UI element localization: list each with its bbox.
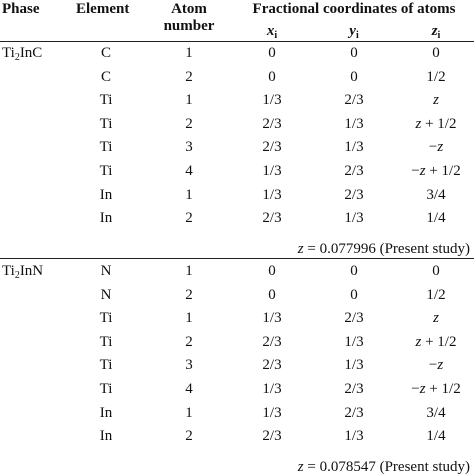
- header-phase: Phase: [2, 1, 40, 17]
- cell-y: 2/3: [344, 163, 364, 179]
- cell-z: z: [433, 310, 439, 327]
- cell-x: 2/3: [262, 115, 282, 132]
- cell-y: 2/3: [344, 381, 364, 397]
- cell-atom-number: 2: [185, 210, 193, 227]
- cell-atom-number: 4: [185, 163, 193, 179]
- cell-z: 3/4: [426, 404, 446, 421]
- cell-element: Ti: [99, 139, 113, 156]
- cell-element: N: [100, 263, 112, 279]
- cell-x: 1/3: [262, 404, 282, 421]
- cell-z: −z: [428, 139, 444, 156]
- cell-atom-number: 1: [185, 310, 193, 327]
- cell-x: 0: [268, 286, 276, 303]
- cell-atom-number: 2: [185, 428, 193, 445]
- header-y: $y_i$: [349, 23, 359, 41]
- cell-z: z + 1/2: [415, 115, 457, 132]
- cell-x: 1/3: [262, 92, 282, 109]
- cell-x: 1/3: [262, 186, 282, 203]
- cell-atom-number: 2: [185, 286, 193, 303]
- cell-x: 0: [268, 68, 276, 85]
- cell-element: Ti: [99, 163, 113, 179]
- header-rule: [0, 41, 474, 42]
- cell-x: 2/3: [262, 210, 282, 227]
- cell-x: 1/3: [262, 381, 282, 397]
- cell-x: 2/3: [262, 333, 282, 350]
- cell-atom-number: 1: [185, 404, 193, 421]
- cell-element: In: [99, 428, 113, 445]
- header-atom-number-line1: Atom: [171, 1, 207, 17]
- cell-x: 2/3: [262, 139, 282, 156]
- cell-z: 1/4: [426, 210, 446, 227]
- cell-x: 1/3: [262, 163, 282, 179]
- cell-atom-number: 2: [185, 115, 193, 132]
- cell-z: z: [433, 92, 439, 109]
- cell-atom-number: 2: [185, 333, 193, 350]
- cell-y: 1/3: [344, 333, 364, 350]
- cell-z: −z: [428, 357, 444, 374]
- cell-element: In: [99, 404, 113, 421]
- cell-y: 0: [350, 68, 358, 85]
- phase-label: $Ti_2InC$: [2, 45, 43, 63]
- cell-element: In: [99, 186, 113, 203]
- parameter-note: z = 0.078547 (Present study): [297, 459, 470, 475]
- cell-atom-number: 1: [185, 186, 193, 203]
- cell-x: 2/3: [262, 357, 282, 374]
- cell-y: 2/3: [344, 404, 364, 421]
- section-rule: [0, 258, 474, 259]
- header-z: $z_i$: [431, 23, 441, 41]
- cell-element: Ti: [99, 381, 113, 397]
- cell-atom-number: 4: [185, 381, 193, 397]
- cell-atom-number: 1: [185, 263, 193, 279]
- cell-z: 0: [432, 263, 440, 279]
- cell-z: z + 1/2: [415, 333, 457, 350]
- cell-element: Ti: [99, 92, 113, 109]
- cell-element: Ti: [99, 357, 113, 374]
- cell-z: 1/4: [426, 428, 446, 445]
- cell-atom-number: 3: [185, 357, 193, 374]
- cell-y: 2/3: [344, 186, 364, 203]
- cell-element: Ti: [99, 310, 113, 327]
- cell-z: −z + 1/2: [411, 163, 461, 179]
- cell-z: 3/4: [426, 186, 446, 203]
- cell-element: In: [99, 210, 113, 227]
- cell-z: 0: [432, 45, 440, 61]
- cell-y: 1/3: [344, 357, 364, 374]
- header-x: $x_i$: [266, 23, 278, 41]
- cell-z: 1/2: [426, 286, 446, 303]
- cell-element: C: [100, 45, 112, 61]
- cell-y: 0: [350, 286, 358, 303]
- cell-x: 2/3: [262, 428, 282, 445]
- cell-element: Ti: [99, 333, 113, 350]
- cell-x: 1/3: [262, 310, 282, 327]
- cell-x: 0: [268, 45, 276, 61]
- cell-element: C: [100, 68, 112, 85]
- header-atom-number-line2: number: [163, 18, 215, 34]
- cell-atom-number: 2: [185, 68, 193, 85]
- cell-y: 0: [350, 263, 358, 279]
- header-fractional-coordinates: Fractional coordinates of atoms: [252, 1, 456, 17]
- cell-x: 0: [268, 263, 276, 279]
- cell-element: N: [100, 286, 112, 303]
- cell-y: 1/3: [344, 139, 364, 156]
- phase-label: $Ti_2InN$: [2, 263, 44, 281]
- cell-atom-number: 1: [185, 92, 193, 109]
- cell-atom-number: 1: [185, 45, 193, 61]
- cell-z: 1/2: [426, 68, 446, 85]
- header-element: Element: [76, 1, 130, 17]
- cell-y: 1/3: [344, 210, 364, 227]
- cell-atom-number: 3: [185, 139, 193, 156]
- cell-y: 2/3: [344, 92, 364, 109]
- cell-y: 0: [350, 45, 358, 61]
- cell-y: 2/3: [344, 310, 364, 327]
- parameter-note: z = 0.077996 (Present study): [297, 241, 470, 257]
- cell-y: 1/3: [344, 428, 364, 445]
- cell-z: −z + 1/2: [411, 381, 461, 397]
- cell-y: 1/3: [344, 115, 364, 132]
- cell-element: Ti: [99, 115, 113, 132]
